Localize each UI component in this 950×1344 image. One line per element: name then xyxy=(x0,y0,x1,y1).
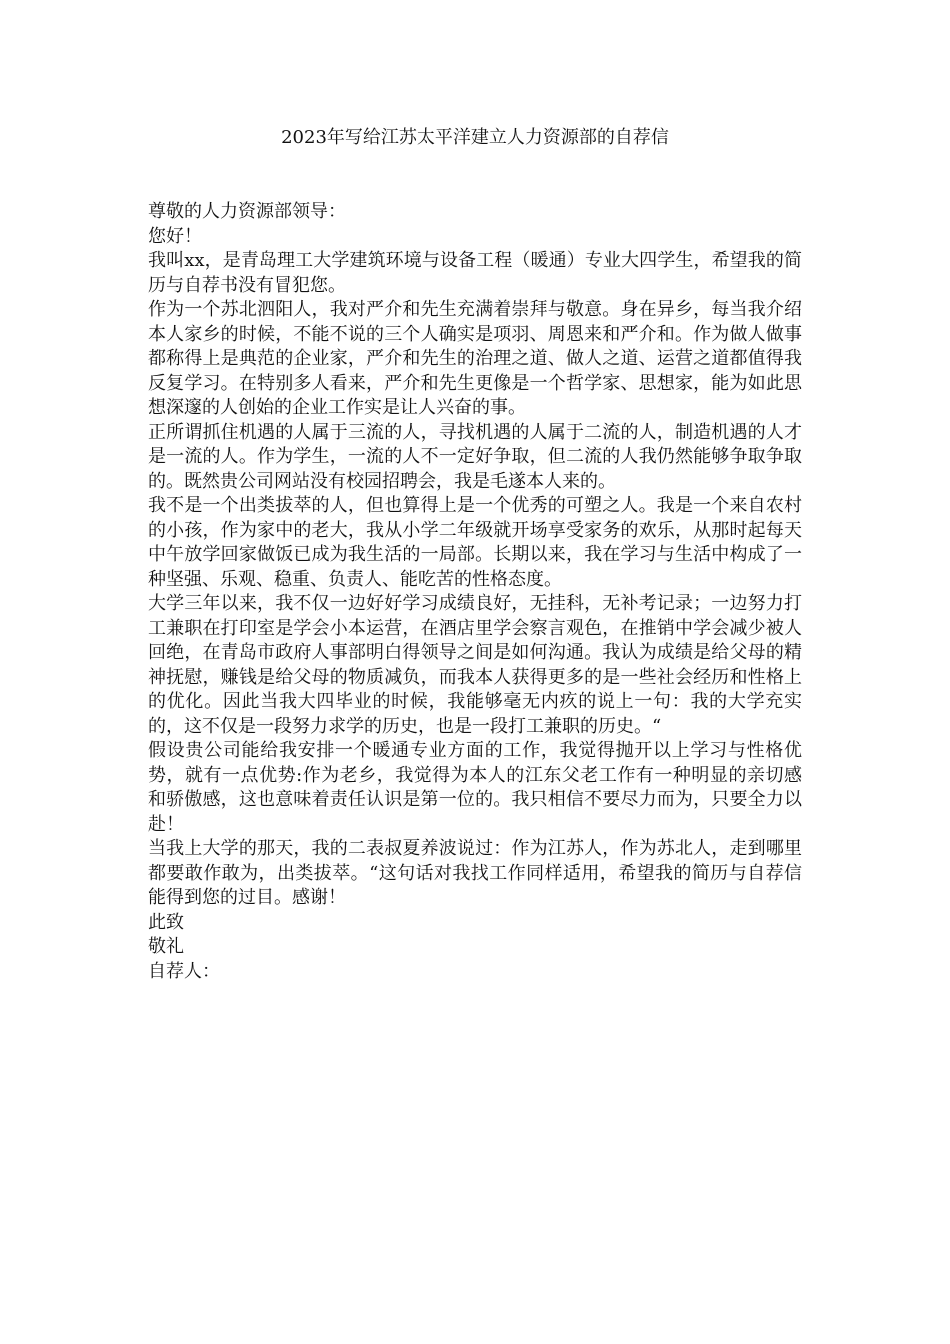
salutation: 尊敬的人力资源部领导： xyxy=(148,201,346,222)
paragraph: 大学三年以来，我不仅一边好好学习成绩良好，无挂科，无补考记录；一边努力打工兼职在打印室是学会小本运营，在酒店里学会察言观色，在推销中学会减少被人回绝，在青岛市政府人事部明白得领导之间是如何沟通。我认为成绩是给父母的精神抚慰，赚钱是给父母的物质减负，而我本人获得更多的是一些社会经历和性格上的优化。因此当我大四毕业的时候，我能够毫无内疚的说上一句：我的大学充实的，这不仅是一段努力求学的历史，也是一段打工兼职的历史。“ xyxy=(148,593,802,737)
closing-regards: 敬礼 xyxy=(148,936,184,957)
paragraph: 当我上大学的那天，我的二表叔夏养波说过：作为江苏人，作为苏北人，走到哪里都要敢作敢为，出类拔萃。“这句话对我找工作同样适用，希望我的简历与自荐信能得到您的过目。感谢！ xyxy=(148,838,802,908)
letter-body xyxy=(148,200,802,984)
paragraph: 作为一个苏北泗阳人，我对严介和先生充满着崇拜与敬意。身在异乡，每当我介绍本人家乡的时候，不能不说的三个人确实是项羽、周恩来和严介和。作为做人做事都称得上是典范的企业家，严介和先生的治理之道、做人之道、运营之道都值得我反复学习。在特别多人看来，严介和先生更像是一个哲学家、思想家，能为如此思想深邃的人创始的企业工作实是让人兴奋的事。 xyxy=(148,299,802,418)
paragraph: 正所谓抓住机遇的人属于三流的人，寻找机遇的人属于二流的人，制造机遇的人才是一流的人。作为学生，一流的人不一定好争取，但二流的人我仍然能够争取争取的。既然贵公司网站没有校园招聘会，我是毛遂本人来的。 xyxy=(148,421,802,492)
paragraph: 我叫xx，是青岛理工大学建筑环境与设备工程（暖通）专业大四学生，希望我的简历与自荐书没有冒犯您。 xyxy=(148,250,802,296)
greeting: 您好！ xyxy=(148,225,202,247)
paragraph: 我不是一个出类拔萃的人，但也算得上是一个优秀的可塑之人。我是一个来自农村的小孩，作为家中的老大，我从小学二年级就开场享受家务的欢乐，从那时起每天中午放学回家做饭已成为我生活的一局部。长期以来，我在学习与生活中构成了一种坚强、乐观、稳重、负责人、能吃苦的性格态度。 xyxy=(148,495,802,590)
signature-label: 自荐人： xyxy=(148,960,220,982)
document-title: 2023年写给江苏太平洋建立人力资源部的自荐信 xyxy=(281,127,669,148)
paragraph: 假设贵公司能给我安排一个暖通专业方面的工作，我觉得抛开以上学习与性格优势，就有一点优势:作为老乡，我觉得为本人的江东父老工作有一种明显的亲切感和骄傲感，这也意味着责任认识是第一位的。我只相信不要尽力而为，只要全力以赴！ xyxy=(148,740,802,835)
closing-line: 此致 xyxy=(148,911,184,933)
